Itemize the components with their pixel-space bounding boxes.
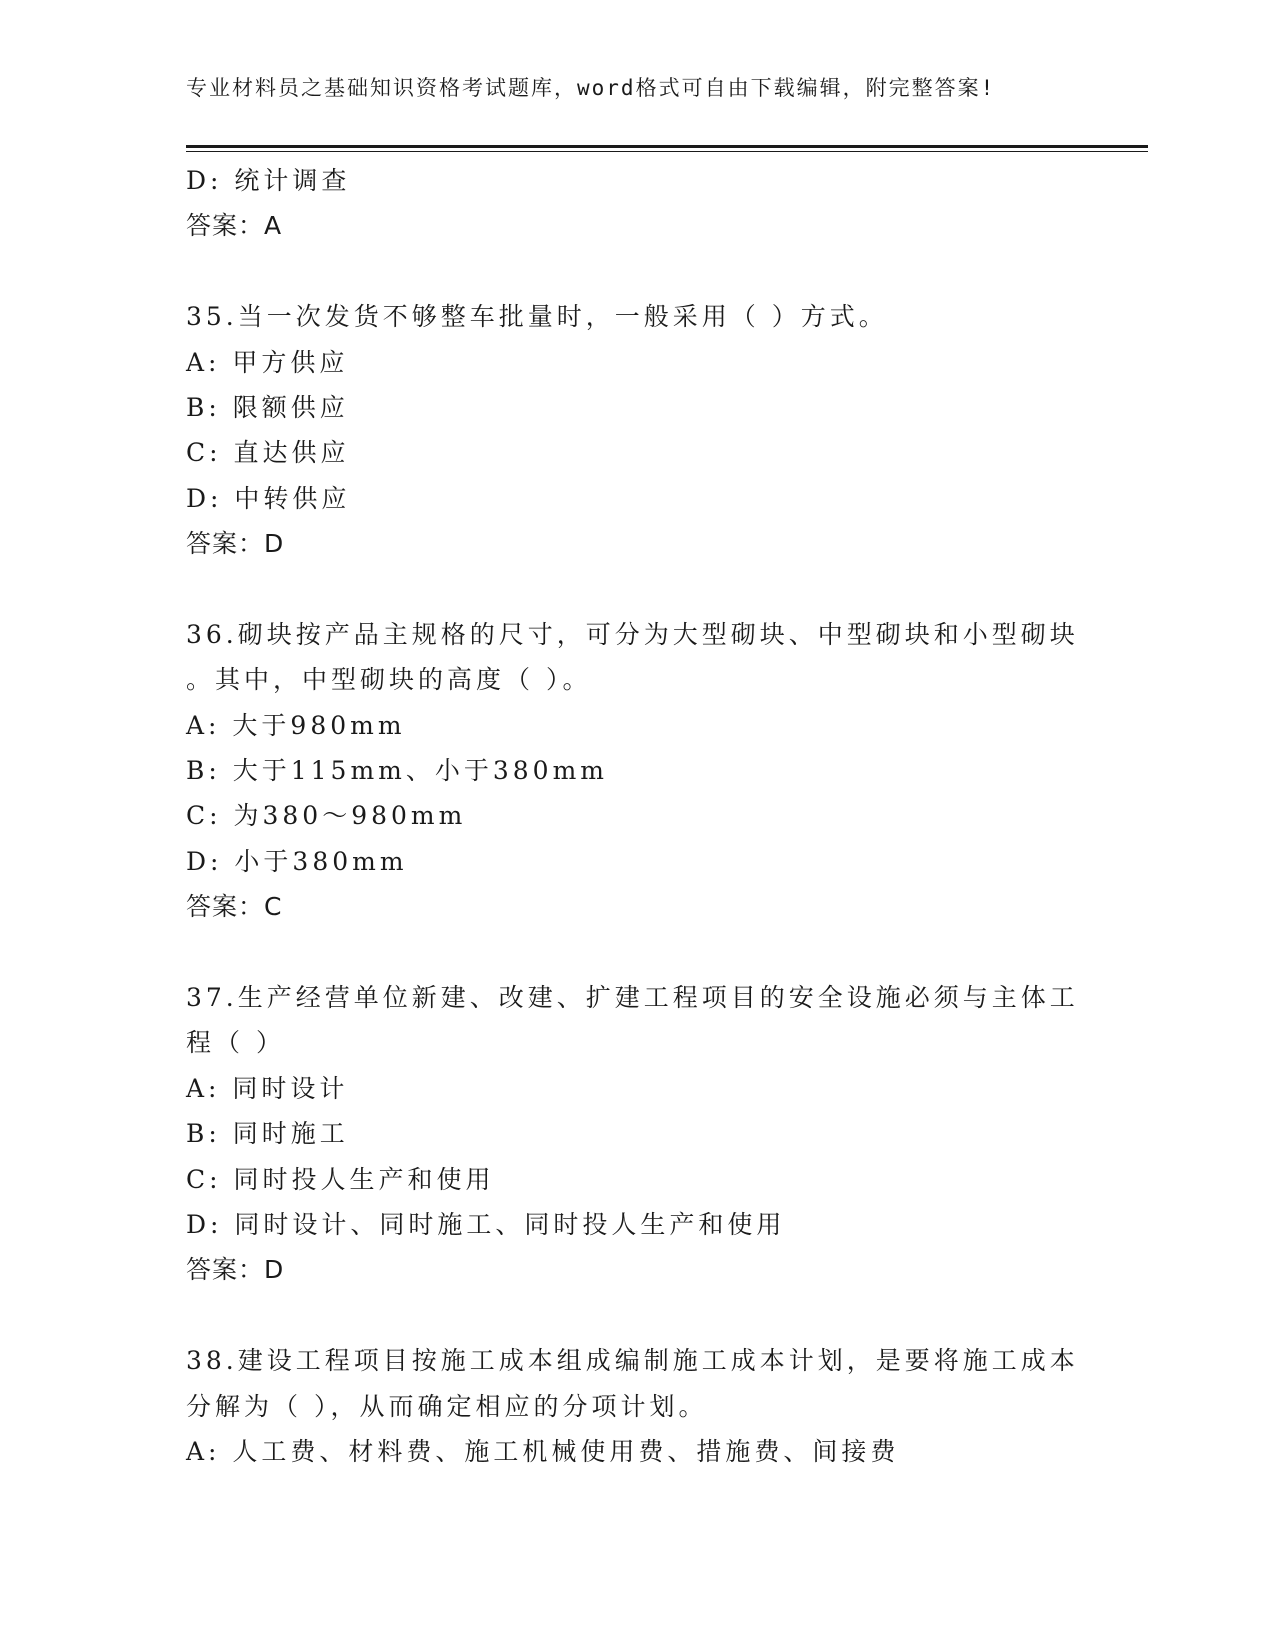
option-a: A: 大于980mm — [186, 710, 406, 740]
question-38 — [186, 1338, 1086, 1474]
option-d: D: 同时设计、同时施工、同时投人生产和使用 — [186, 1209, 786, 1239]
page-header: 专业材料员之基础知识资格考试题库，word格式可自由下载编辑，附完整答案! — [186, 76, 996, 100]
option-a: A: 甲方供应 — [186, 347, 349, 377]
option-a: A: 人工费、材料费、施工机械使用费、措施费、间接费 — [186, 1436, 900, 1466]
option-c: C: 直达供应 — [186, 438, 350, 468]
option-b: B: 同时施工 — [186, 1119, 349, 1149]
question-stem: 36.砌块按产品主规格的尺寸，可分为大型砌块、中型砌块和小型砌块 — [186, 619, 1079, 649]
answer: 答案：C — [186, 892, 283, 922]
header-rule-thick — [186, 145, 1148, 148]
question-37 — [186, 975, 1086, 1293]
question-stem-continued: 程（ ） — [186, 1028, 285, 1058]
option-c: C: 同时投人生产和使用 — [186, 1164, 495, 1194]
question-stem: 38.建设工程项目按施工成本组成编制施工成本计划，是要将施工成本 — [186, 1346, 1079, 1376]
question-stem: 35.当一次发货不够整车批量时，一般采用（ ）方式。 — [186, 302, 888, 332]
question-36 — [186, 612, 1086, 930]
question-35 — [186, 294, 1086, 566]
option-d: D: 统计调查 — [186, 166, 351, 195]
option-b: B: 大于115mm、小于380mm — [186, 756, 609, 786]
question-stem: 37.生产经营单位新建、改建、扩建工程项目的安全设施必须与主体工 — [186, 983, 1079, 1013]
spacer — [186, 567, 1086, 612]
answer: 答案：D — [186, 1255, 285, 1285]
spacer — [186, 249, 1086, 294]
header-rule-thin — [186, 151, 1148, 152]
option-b: B: 限额供应 — [186, 392, 349, 422]
question-list — [186, 158, 1086, 1474]
spacer — [186, 1293, 1086, 1338]
question-stem-continued: 。其中，中型砌块的高度（ ）。 — [186, 665, 592, 695]
option-c: C: 为380～980mm — [186, 801, 467, 831]
spacer — [186, 930, 1086, 975]
answer: 答案：A — [186, 211, 283, 241]
question-stem-continued: 分解为（ ），从而确定相应的分项计划。 — [186, 1391, 708, 1421]
option-d: D: 小于380mm — [186, 846, 408, 876]
option-d: D: 中转供应 — [186, 483, 351, 513]
option-a: A: 同时设计 — [186, 1073, 349, 1103]
answer: 答案：D — [186, 529, 285, 559]
